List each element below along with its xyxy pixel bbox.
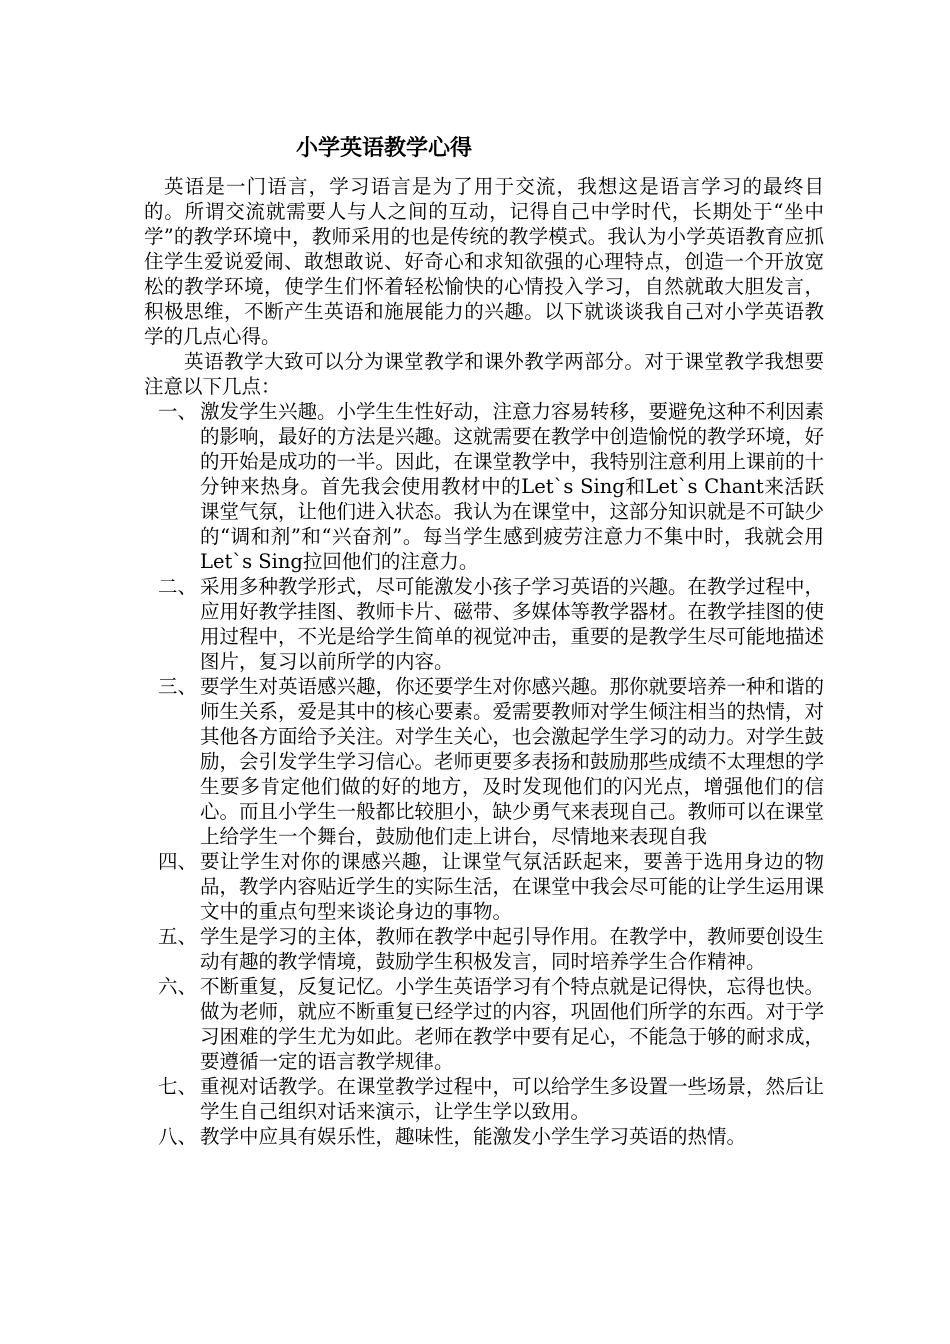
- list-item-text: 学生是学习的主体，教师在教学中起引导作用。在教学中，教师要创设生动有趣的教学情境，鼓励学生积极发言，同时培养学生合作精神。: [200, 925, 825, 973]
- list-item-text: 要让学生对你的课感兴趣，让课堂气氛活跃起来，要善于选用身边的物品，教学内容贴近学生的实际生活，在课堂中我会尽可能的让学生运用课文中的重点句型来谈论身边的事物。: [200, 850, 825, 923]
- list-item-number: 七、: [158, 1075, 198, 1098]
- list-item-number: 四、: [158, 850, 198, 873]
- list-item: [144, 674, 824, 849]
- list-item-text: 采用多种教学形式，尽可能激发小孩子学习英语的兴趣。在教学过程中，应用好教学挂图、教师卡片、磁带、多媒体等教学器材。在教学挂图的使用过程中，不光是给学生简单的视觉冲击，重要的是教学生尽可能地描述图片，复习以前所学的内容。: [200, 575, 825, 673]
- list-item-number: 三、: [158, 675, 198, 698]
- intro-paragraph: 英语是一门语言，学习语言是为了用于交流，我想这是语言学习的最终目的。所谓交流就需要人与人之间的互动，记得自己中学时代，长期处于“坐中学”的教学环境中，教师采用的也是传统的教学模式。我认为小学英语教育应抓住学生爱说爱闹、敢想敢说、好奇心和求知欲强的心理特点，创造一个开放宽松的教学环境，使学生们怀着轻松愉快的心情投入学习，自然就敢大胆发言，积极思维，不断产生英语和施展能力的兴趣。以下就谈谈我自己对小学英语教学的几点心得。: [144, 175, 824, 348]
- list-item-text: 不断重复，反复记忆。小学生英语学习有个特点就是记得快，忘得也快。做为老师，就应不断重复已经学过的内容，巩固他们所学的东西。对于学习困难的学生尤为如此。老师在教学中要有足心，不能急于够的耐求成，要遵循一定的语言教学规律。: [200, 975, 825, 1073]
- list-item-number: 八、: [158, 1125, 198, 1148]
- list-item: [144, 399, 824, 574]
- document-page: [144, 132, 824, 1149]
- lead-paragraph: 英语教学大致可以分为课堂教学和课外教学两部分。对于课堂教学我想要注意以下几点：: [144, 350, 824, 398]
- list-item: [144, 574, 824, 674]
- list-item-text: 要学生对英语感兴趣，你还要学生对你感兴趣。那你就要培养一种和谐的师生关系，爱是其中的核心要素。爱需要教师对学生倾注相当的热情，对其他各方面给予关注。对学生关心，也会激起学生学习的动力。对学生鼓励，会引发学生学习信心。老师更要多表扬和鼓励那些成绩不太理想的学生要多肯定他们做的好的地方，及时发现他们的闪光点，增强他们的信心。而且小学生一般都比较胆小，缺少勇气来表现自己。教师可以在课堂上给学生一个舞台，鼓励他们走上讲台，尽情地来表现自我: [200, 675, 825, 848]
- list-item-text: 激发学生兴趣。小学生生性好动，注意力容易转移，要避免这种不利因素的影响，最好的方法是兴趣。这就需要在教学中创造愉悦的教学环境，好的开始是成功的一半。因此，在课堂教学中，我特别注意利用上课前的十分钟来热身。首先我会使用教材中的Let`s Sing和Let`s Chant来活跃课堂气氛，让他们进入状态。我认为在课堂中，这部分知识就是不可缺少的“调和剂”和“兴奋剂”。每当学生感到疲劳注意力不集中时，我就会用Let`s Sing拉回他们的注意力。: [200, 400, 825, 573]
- list-item-number: 六、: [158, 975, 198, 998]
- list-item: [144, 974, 824, 1074]
- list-item-number: 五、: [158, 925, 198, 948]
- list-item-text: 重视对话教学。在课堂教学过程中，可以给学生多设置一些场景，然后让学生自己组织对话来演示，让学生学以致用。: [200, 1075, 825, 1123]
- list-item: [144, 849, 824, 924]
- list-item-number: 二、: [158, 575, 198, 598]
- list-item: [144, 924, 824, 974]
- list-item-text: 教学中应具有娱乐性，趣味性，能激发小学生学习英语的热情。: [200, 1125, 747, 1148]
- list-item-number: 一、: [158, 400, 198, 423]
- points-list: [144, 399, 824, 1149]
- list-item: [144, 1074, 824, 1124]
- document-title: 小学英语教学心得: [296, 136, 473, 161]
- list-item: [144, 1124, 824, 1149]
